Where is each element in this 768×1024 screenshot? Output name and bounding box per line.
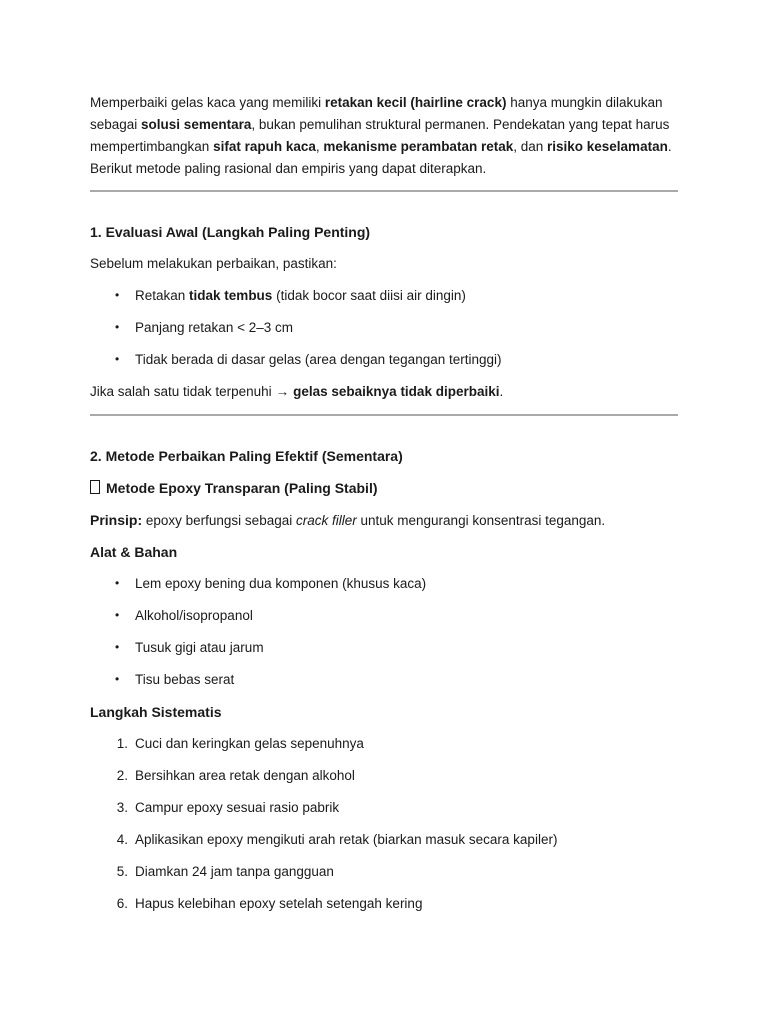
material-item	[115, 608, 253, 623]
step-number: 4.	[116, 832, 128, 847]
step-item	[116, 864, 334, 879]
material-text: Tusuk gigi atau jarum	[135, 640, 264, 655]
step-text: Bersihkan area retak dengan alkohol	[135, 768, 355, 783]
intro-emphasis: mekanisme perambatan retak	[323, 139, 514, 154]
section1-note	[90, 384, 503, 399]
bullet-icon: •	[115, 640, 120, 654]
material-text: Tisu bebas serat	[135, 672, 235, 687]
step-number: 2.	[116, 768, 128, 783]
principle-line	[90, 512, 605, 528]
principle-term: crack filler	[295, 513, 357, 528]
material-item	[115, 576, 427, 591]
missing-glyph-icon	[90, 480, 100, 494]
material-item	[115, 672, 235, 687]
bullet-icon: •	[115, 608, 120, 622]
materials-heading: Alat & Bahan	[90, 544, 178, 560]
intro-paragraph	[90, 92, 680, 180]
step-item	[116, 800, 340, 815]
item-text: Retakan	[135, 288, 190, 303]
step-text: Campur epoxy sesuai rasio pabrik	[135, 800, 340, 815]
step-number: 3.	[116, 800, 128, 815]
bullet-icon: •	[115, 320, 120, 334]
intro-text: Memperbaiki gelas kaca yang memiliki	[90, 95, 325, 110]
section2-subheading	[90, 480, 378, 496]
step-item	[116, 896, 423, 911]
intro-text: . Berikut metode paling rasional dan empiris yang dapat diterapkan.	[90, 139, 672, 176]
note-emphasis: gelas sebaiknya tidak diperbaiki	[293, 384, 500, 399]
step-number: 6.	[116, 896, 128, 911]
material-text: Lem epoxy bening dua komponen (khusus kaca)	[135, 576, 427, 591]
step-text: Cuci dan keringkan gelas sepenuhnya	[135, 736, 364, 751]
intro-text: , bukan pemulihan struktural permanen. Pendekatan yang tepat harus mempertimbangkan	[90, 117, 670, 154]
item-emphasis: tidak tembus	[189, 288, 273, 303]
step-item	[116, 768, 355, 783]
step-item	[116, 736, 364, 751]
horizontal-rule	[90, 190, 678, 192]
principle-text: untuk mengurangi konsentrasi tegangan.	[356, 513, 606, 528]
section2-heading: 2. Metode Perbaikan Paling Efektif (Sementara)	[90, 448, 403, 464]
item-text: (tidak bocor saat diisi air dingin)	[272, 288, 466, 303]
step-item	[116, 832, 558, 847]
material-text: Alkohol/isopropanol	[135, 608, 253, 623]
checklist-item	[115, 352, 502, 367]
bullet-icon: •	[115, 288, 120, 302]
intro-emphasis: risiko keselamatan	[547, 139, 668, 154]
horizontal-rule	[90, 414, 678, 416]
step-text: Aplikasikan epoxy mengikuti arah retak (biarkan masuk secara kapiler)	[135, 832, 558, 847]
bullet-icon: •	[115, 672, 120, 686]
intro-emphasis: solusi sementara	[141, 117, 252, 132]
principle-text: epoxy berfungsi sebagai	[142, 513, 296, 528]
section1-heading: 1. Evaluasi Awal (Langkah Paling Penting)	[90, 224, 371, 240]
intro-text: , dan	[513, 139, 547, 154]
checklist-item	[115, 320, 293, 335]
item-text: Panjang retakan < 2–3 cm	[135, 320, 293, 335]
item-text: Tidak berada di dasar gelas (area dengan tegangan tertinggi)	[135, 352, 502, 367]
steps-heading: Langkah Sistematis	[90, 704, 222, 720]
bullet-icon: •	[115, 352, 120, 366]
checklist-item	[115, 288, 466, 303]
intro-text: hanya mungkin dilakukan sebagai	[90, 95, 663, 132]
material-item	[115, 640, 264, 655]
principle-label: Prinsip:	[90, 512, 143, 528]
intro-emphasis: sifat rapuh kaca	[213, 139, 316, 154]
step-number: 5.	[116, 864, 128, 879]
note-text: Jika salah satu tidak terpenuhi	[90, 384, 272, 399]
section1-lead: Sebelum melakukan perbaikan, pastikan:	[90, 256, 337, 271]
intro-emphasis: retakan kecil (hairline crack)	[324, 95, 507, 110]
subheading-text: Metode Epoxy Transparan (Paling Stabil)	[106, 480, 378, 496]
note-text: .	[499, 384, 504, 399]
step-text: Diamkan 24 jam tanpa gangguan	[135, 864, 334, 879]
step-number: 1.	[116, 736, 128, 751]
step-text: Hapus kelebihan epoxy setelah setengah kering	[135, 896, 423, 911]
intro-text: ,	[315, 139, 324, 154]
bullet-icon: •	[115, 576, 120, 590]
right-arrow-icon: →	[275, 384, 290, 399]
